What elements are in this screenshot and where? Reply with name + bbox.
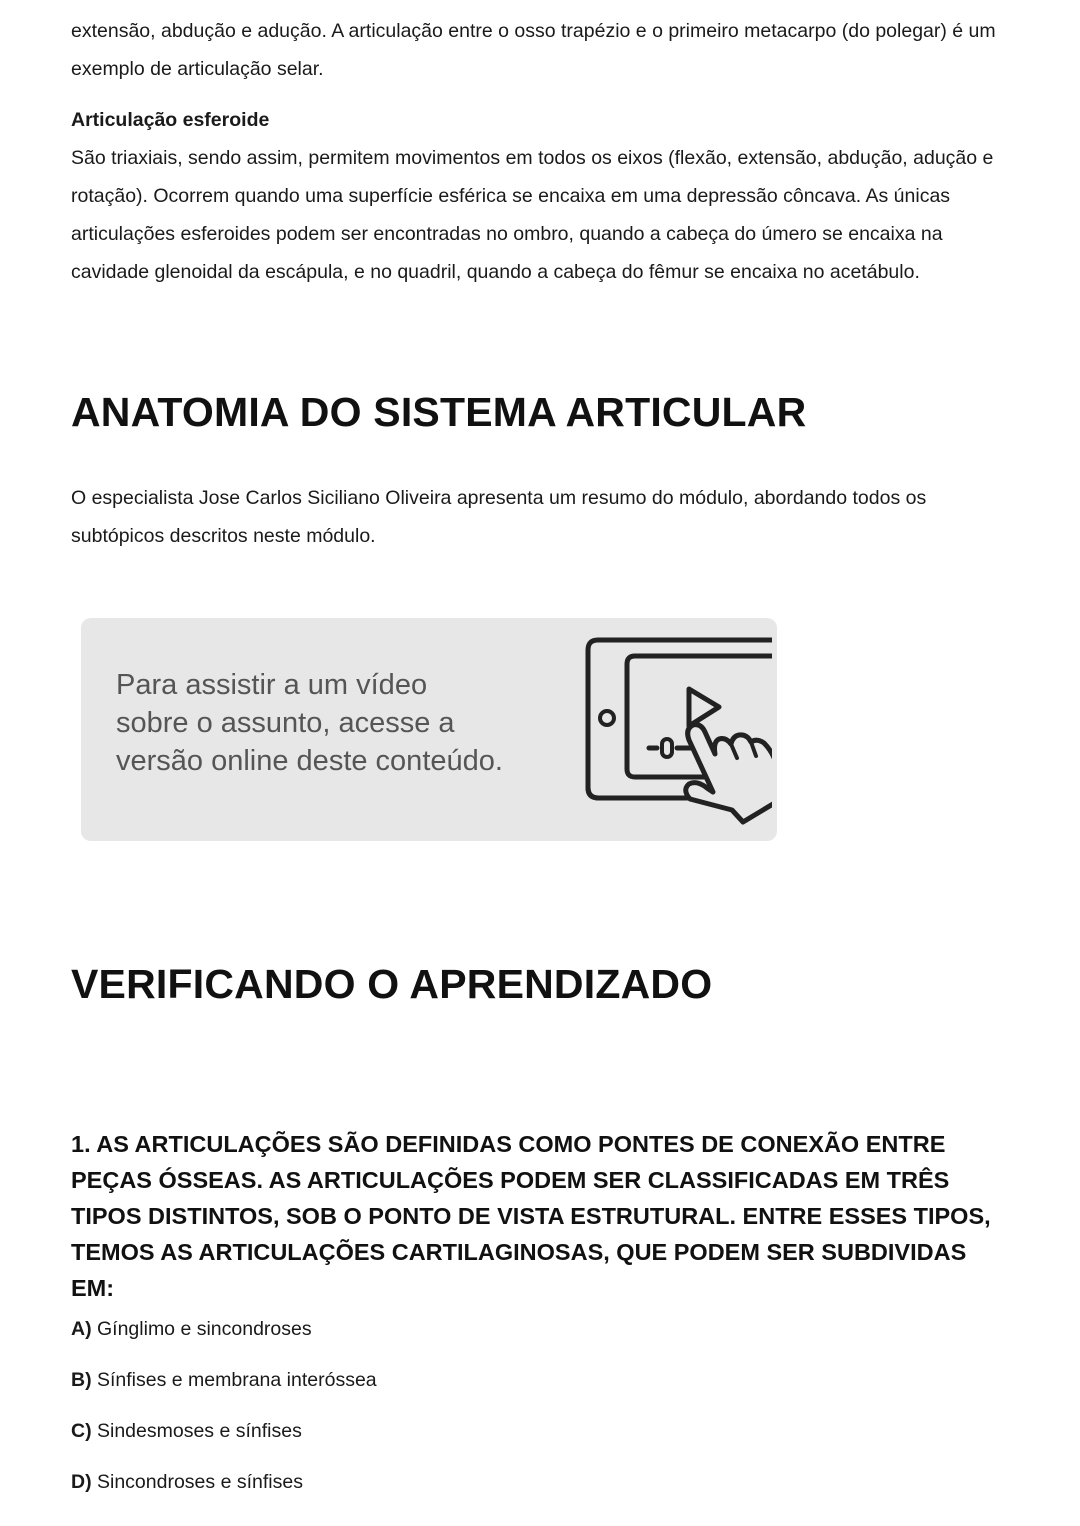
option-c[interactable] <box>71 1412 377 1463</box>
intro-paragraph: extensão, abdução e adução. A articulação entre o osso trapézio e o primeiro metacarpo (do polegar) é um exemplo de articulação selar. <box>71 20 996 80</box>
option-letter: B) <box>71 1369 92 1391</box>
verificando-heading: VERIFICANDO O APRENDIZADO <box>71 961 713 1007</box>
video-text-line: Para assistir a um vídeo <box>116 669 428 701</box>
esferoide-title: Articulação esferoide <box>71 109 270 131</box>
anatomia-heading: ANATOMIA DO SISTEMA ARTICULAR <box>71 389 807 435</box>
esferoide-paragraph: São triaxiais, sendo assim, permitem movimentos em todos os eixos (flexão, extensão, abdução, adução e rotação). Ocorrem quando uma superfície esférica se encaixa em uma depressão côncava. As únicas articulações esferoides podem ser encontradas no ombro, quando a cabeça do úmero se encaixa na cavidade glenoidal da escápula, e no quadril, quando a cabeça do fêmur se encaixa no acetábulo. <box>71 147 994 283</box>
video-text-line: sobre o assunto, acesse a <box>116 707 455 739</box>
anatomia-paragraph: O especialista Jose Carlos Siciliano Oliveira apresenta um resumo do módulo, abordando todos os subtópicos descritos neste módulo. <box>71 487 927 547</box>
video-placeholder[interactable] <box>81 618 777 841</box>
option-b[interactable] <box>71 1361 377 1412</box>
option-text: Sínfises e membrana interóssea <box>97 1369 377 1391</box>
question-text: 1. AS ARTICULAÇÕES SÃO DEFINIDAS COMO PONTES DE CONEXÃO ENTRE PEÇAS ÓSSEAS. AS ARTICULAÇÕES PODEM SER CLASSIFICADAS EM TRÊS TIPOS DISTINTOS, SOB O PONTO DE VISTA ESTRUTURAL. ENTRE ESSES TIPOS, TEMOS AS ARTICULAÇÕES CARTILAGINOSAS, QUE PODEM SER SUBDIVIDAS EM: <box>71 1131 991 1301</box>
video-text-line: versão online deste conteúdo. <box>116 745 503 777</box>
answer-options <box>71 1310 377 1514</box>
video-placeholder-text <box>116 666 506 780</box>
option-letter: D) <box>71 1471 92 1493</box>
option-a[interactable] <box>71 1310 377 1361</box>
option-d[interactable] <box>71 1463 377 1514</box>
option-letter: A) <box>71 1318 92 1340</box>
option-text: Gínglimo e sincondroses <box>97 1318 312 1340</box>
option-letter: C) <box>71 1420 92 1442</box>
tablet-video-touch-icon <box>507 632 772 837</box>
option-text: Sincondroses e sínfises <box>97 1471 303 1493</box>
option-text: Sindesmoses e sínfises <box>97 1420 302 1442</box>
